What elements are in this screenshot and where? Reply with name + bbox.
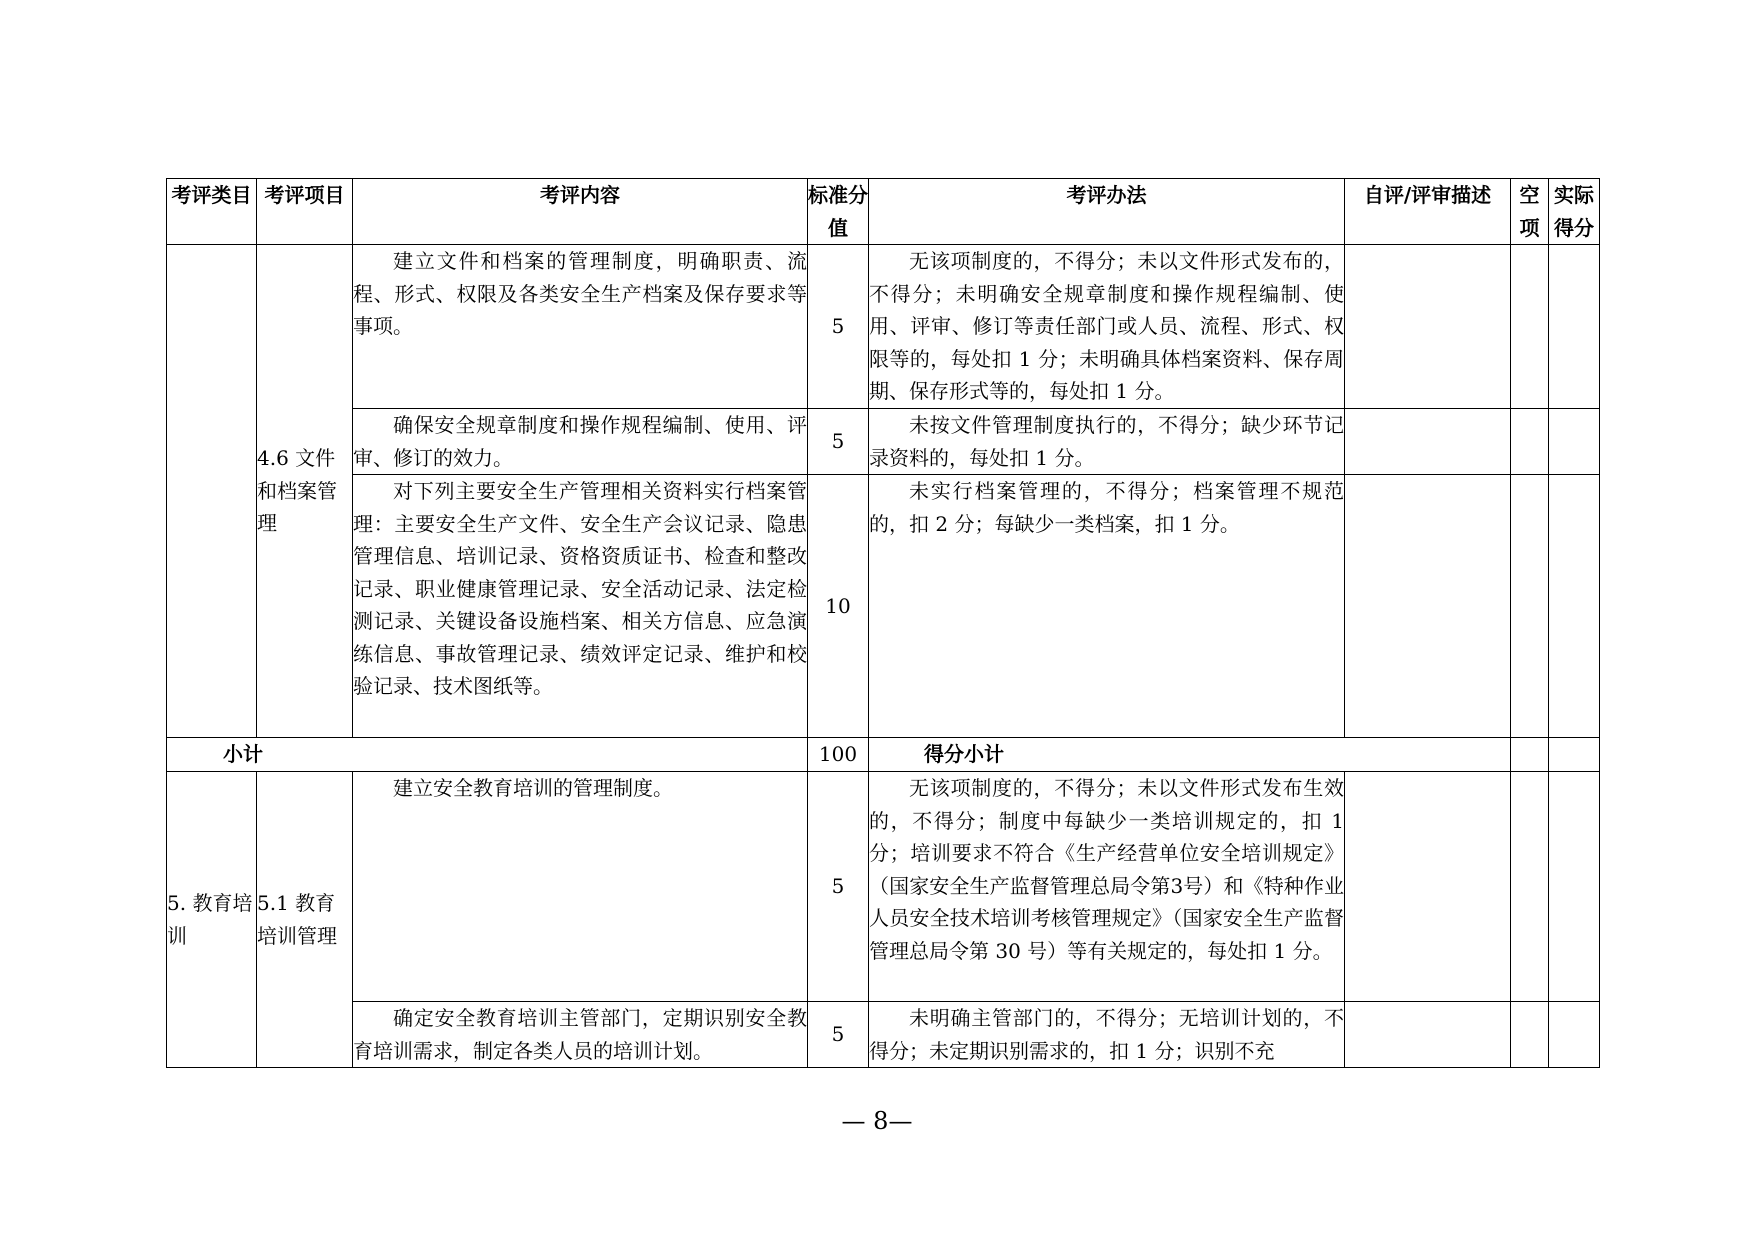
content-cell: 建立安全教育培训的管理制度。 [353,772,808,1002]
item-cell: 5.1 教育培训管理 [257,772,353,1068]
content-cell: 确保安全规章制度和操作规程编制、使用、评审、修订的效力。 [353,409,808,475]
table-row [167,1002,1600,1068]
header-method: 考评办法 [869,179,1345,245]
content-cell: 对下列主要安全生产管理相关资料实行档案管理：主要安全生产文件、安全生产会议记录、隐患管理信息、培训记录、资格资质证书、检查和整改记录、职业健康管理记录、安全活动记录、法定检测记录、关键设备设施档案、相关方信息、应急演练信息、事故管理记录、绩效评定记录、维护和校验记录、技术图纸等。 [353,475,808,738]
empty-item-cell[interactable] [1511,475,1549,738]
evaluation-table [166,178,1600,1068]
header-standard-score: 标准分值 [808,179,869,245]
header-self-review: 自评/评审描述 [1345,179,1511,245]
table-row [167,409,1600,475]
self-review-cell[interactable] [1345,245,1511,409]
method-cell: 未实行档案管理的，不得分；档案管理不规范的，扣 2 分；每缺少一类档案，扣 1 分。 [869,475,1345,738]
method-cell: 无该项制度的，不得分；未以文件形式发布生效的，不得分；制度中每缺少一类培训规定的，扣 1 分；培训要求不符合《生产经营单位安全培训规定》（国家安全生产监督管理总局令第3号）和《特种作业人员安全技术培训考核管理规定》（国家安全生产监督管理总局令第 30 号）等有关规定的，每处扣 1 分。 [869,772,1345,1002]
actual-score-cell[interactable] [1549,475,1600,738]
self-review-cell[interactable] [1345,409,1511,475]
method-cell: 未按文件管理制度执行的，不得分；缺少环节记录资料的，每处扣 1 分。 [869,409,1345,475]
table-row [167,772,1600,1002]
actual-score-cell[interactable] [1549,1002,1600,1068]
actual-score-cell[interactable] [1549,409,1600,475]
empty-item-cell[interactable] [1511,738,1549,772]
self-review-cell[interactable] [1345,772,1511,1002]
actual-score-cell[interactable] [1549,772,1600,1002]
table-header-row [167,179,1600,245]
score-cell: 5 [808,1002,869,1068]
item-cell: 4.6 文件和档案管理 [257,245,353,738]
self-review-cell[interactable] [1345,1002,1511,1068]
category-cell-empty [167,245,257,738]
empty-item-cell[interactable] [1511,245,1549,409]
page-number: — 8— [841,1107,913,1135]
table-row [167,245,1600,409]
self-review-cell[interactable] [1345,475,1511,738]
score-cell: 10 [808,475,869,738]
empty-item-cell[interactable] [1511,772,1549,1002]
category-cell: 5. 教育培训 [167,772,257,1068]
score-cell: 5 [808,772,869,1002]
subtotal-score: 100 [808,738,869,772]
header-empty-item: 空项 [1511,179,1549,245]
method-cell: 未明确主管部门的，不得分；无培训计划的，不得分；未定期识别需求的，扣 1 分；识别不充 [869,1002,1345,1068]
table-row [167,475,1600,738]
subtotal-row [167,738,1600,772]
actual-score-cell[interactable] [1549,738,1600,772]
content-cell: 确定安全教育培训主管部门，定期识别安全教育培训需求，制定各类人员的培训计划。 [353,1002,808,1068]
content-cell: 建立文件和档案的管理制度，明确职责、流程、形式、权限及各类安全生产档案及保存要求等事项。 [353,245,808,409]
subtotal-label: 小计 [167,738,808,772]
header-item: 考评项目 [257,179,353,245]
method-cell: 无该项制度的，不得分；未以文件形式发布的，不得分；未明确安全规章制度和操作规程编制、使用、评审、修订等责任部门或人员、流程、形式、权限等的，每处扣 1 分；未明确具体档案资料、保存周期、保存形式等的，每处扣 1 分。 [869,245,1345,409]
header-content: 考评内容 [353,179,808,245]
score-cell: 5 [808,409,869,475]
header-category: 考评类目 [167,179,257,245]
header-actual-score: 实际得分 [1549,179,1600,245]
actual-score-cell[interactable] [1549,245,1600,409]
empty-item-cell[interactable] [1511,409,1549,475]
subtotal-score-label: 得分小计 [869,738,1511,772]
score-cell: 5 [808,245,869,409]
empty-item-cell[interactable] [1511,1002,1549,1068]
